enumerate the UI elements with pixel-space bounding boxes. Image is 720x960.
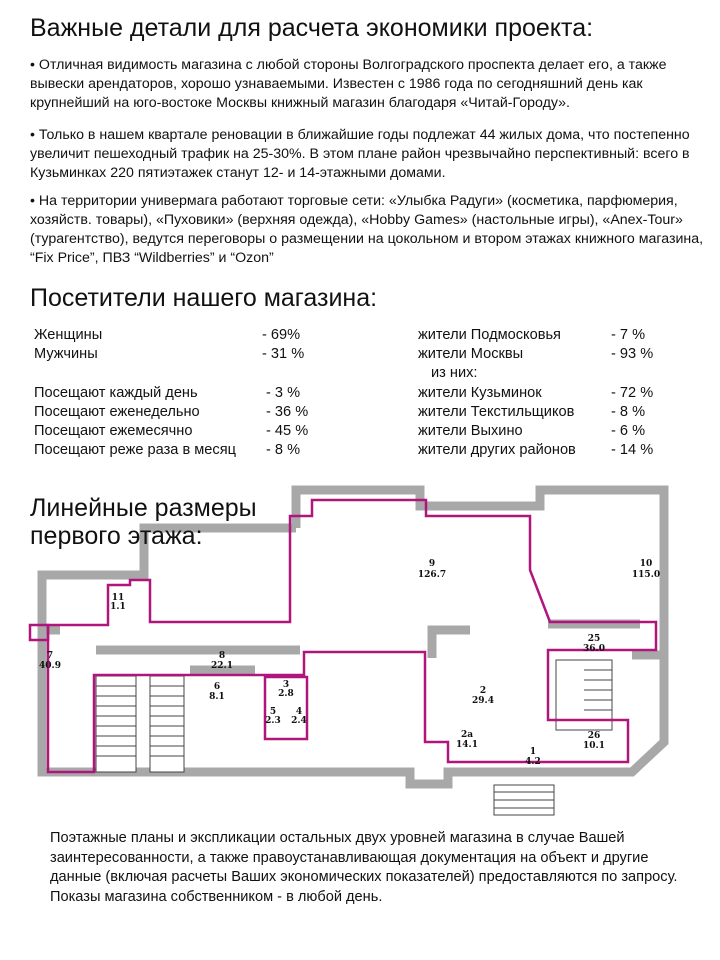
room-area: 10.1	[583, 741, 605, 751]
room-number: 25	[587, 634, 601, 644]
stat-label: жители Кузьминок	[418, 385, 542, 401]
room-number: 9	[428, 559, 436, 569]
stat-value: - 72 %	[611, 385, 654, 401]
room-number: 26	[587, 731, 601, 741]
room-area: 1.1	[110, 602, 126, 612]
stat-value: - 31 %	[262, 346, 305, 362]
floor-title-line1: Линейные размеры	[30, 494, 257, 522]
stat-label: жители других районов	[418, 442, 576, 458]
section-title-visitors: Посетители нашего магазина:	[30, 284, 378, 312]
stat-label: Посещают ежемесячно	[34, 423, 193, 439]
stat-label: жители Москвы	[418, 346, 524, 362]
stat-label: Посещают реже раза в месяц	[34, 442, 236, 458]
stat-value: - 8 %	[611, 404, 646, 420]
room-area: 2.4	[291, 716, 307, 726]
room-area: 2.8	[278, 689, 294, 699]
room-number: 5	[269, 707, 277, 717]
stat-value: - 6 %	[611, 423, 646, 439]
paragraph-tenants: • На территории универмага работают торговые сети: «Улыбка Радуги» (косметика, парфюмерия, хозяйств. товары), «Пуховики» (верхняя одежда), «Hobby Games» (настольные игры), «Anex-Tour» (турагентство), ведутся переговоры о размещении на цокольном и втором этажах книжного магазина, “Fix Price”, ПВЗ “Wildberries” и “Ozon”	[30, 193, 704, 266]
section-title-economics: Важные детали для расчета экономики проекта:	[30, 14, 594, 42]
room-area: 14.1	[456, 740, 478, 750]
paragraph-renovation: • Только в нашем квартале реновации в ближайшие годы подлежат 44 жилых дома, что постепенно увеличит пешеходный трафик на 25-30%. В этом плане район чрезвычайно перспективный: всего в Кузьминках 220 пятиэтажек станут 12- и 14-этажными домами.	[30, 127, 690, 181]
stat-label: жители Выхино	[418, 423, 523, 439]
stat-label: Посещают еженедельно	[34, 404, 200, 420]
stat-value: - 45 %	[266, 423, 309, 439]
room-number: 8	[218, 651, 226, 661]
stat-label: Женщины	[34, 327, 103, 343]
room-number: 3	[282, 680, 290, 690]
room-area: 40.9	[39, 661, 61, 671]
room-area: 115.0	[631, 570, 661, 580]
room-area: 2.3	[265, 716, 281, 726]
room-number: 10	[639, 559, 653, 569]
room-area: 8.1	[209, 692, 225, 702]
stat-label: Мужчины	[34, 346, 98, 362]
room-number: 6	[213, 682, 221, 692]
stat-label: жители Текстильщиков	[418, 404, 575, 420]
stat-value: - 14 %	[611, 442, 654, 458]
room-number: 7	[46, 651, 54, 661]
room-number: 11	[111, 593, 125, 603]
room-number: 2а	[460, 730, 474, 740]
stat-label: из них:	[431, 365, 478, 381]
footer-note: Поэтажные планы и экспликации остальных двух уровней магазина в случае Вашей заинтересованности, а также правоустанавливающая документация на объект и другие данные (включая расчеты Ваших экономических показателей) предоставляются по запросу. Показы магазина собственником - в любой день.	[50, 830, 678, 905]
room-area: 29.4	[472, 696, 494, 706]
room-number: 1	[529, 747, 537, 757]
floor-title-line2: первого этажа:	[30, 522, 203, 550]
room-area: 22.1	[211, 661, 233, 671]
room-number: 4	[295, 707, 303, 717]
stat-label: жители Подмосковья	[418, 327, 561, 343]
room-area: 126.7	[417, 570, 447, 580]
stat-label: Посещают каждый день	[34, 385, 198, 401]
room-area: 4.2	[525, 757, 541, 767]
stat-value: - 7 %	[611, 327, 646, 343]
stat-value: - 36 %	[266, 404, 309, 420]
section-title-floor	[30, 494, 257, 550]
room-number: 2	[479, 686, 487, 696]
paragraph-visibility: • Отличная видимость магазина с любой стороны Волгоградского проспекта делает его, а также вывески арендаторов, хорошо узнаваемыми. Известен с 1986 года по сегодняшний день как крупнейший на юго-востоке Москвы книжный магазин благодаря «Читай-Городу».	[30, 57, 667, 111]
stat-value: - 8 %	[266, 442, 301, 458]
stat-value: - 93 %	[611, 346, 654, 362]
room-area: 36.0	[583, 644, 605, 654]
stat-value: - 69%	[262, 327, 301, 343]
stat-value: - 3 %	[266, 385, 301, 401]
